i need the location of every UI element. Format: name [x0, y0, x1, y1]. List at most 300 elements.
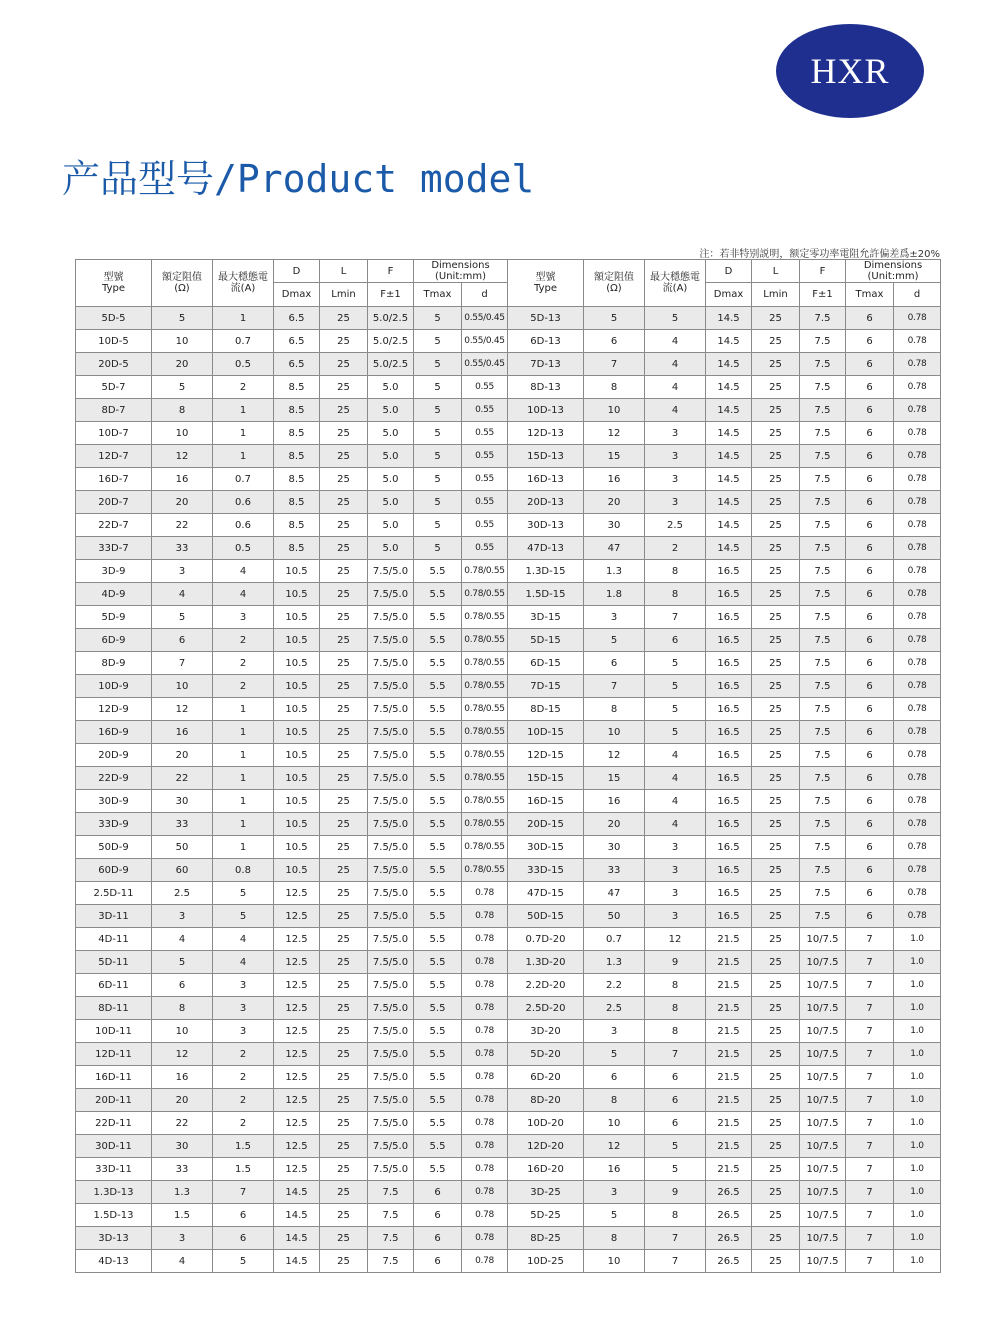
cell-lmin: 25: [320, 905, 368, 928]
cell-d: 1.0: [894, 1089, 941, 1112]
cell-max-current: 12: [645, 928, 706, 951]
cell-lmin: 25: [320, 330, 368, 353]
cell-dmax: 21.5: [706, 951, 752, 974]
cell-type: 33D-7: [76, 537, 152, 560]
cell-resistance: 16: [584, 1158, 645, 1181]
cell-f: 7.5: [800, 606, 846, 629]
cell-lmin: 25: [320, 882, 368, 905]
cell-resistance: 10: [152, 1020, 213, 1043]
cell-tmax: 7: [846, 997, 894, 1020]
cell-tmax: 5.5: [414, 997, 462, 1020]
cell-resistance: 20: [584, 813, 645, 836]
cell-f: 7.5: [800, 445, 846, 468]
cell-d: 0.78: [894, 790, 941, 813]
cell-f: 7.5/5.0: [368, 583, 414, 606]
cell-d: 0.78: [894, 675, 941, 698]
cell-f: 10/7.5: [800, 1066, 846, 1089]
cell-dmax: 16.5: [706, 813, 752, 836]
cell-f: 7.5: [800, 560, 846, 583]
cell-type: 6D-13: [508, 330, 584, 353]
cell-lmin: 25: [752, 744, 800, 767]
cell-f: 5.0: [368, 376, 414, 399]
cell-tmax: 7: [846, 1112, 894, 1135]
cell-dmax: 6.5: [274, 353, 320, 376]
cell-dmax: 12.5: [274, 951, 320, 974]
cell-d: 0.78/0.55: [462, 767, 508, 790]
cell-f: 7.5/5.0: [368, 698, 414, 721]
cell-resistance: 10: [584, 1250, 645, 1273]
cell-max-current: 3: [645, 491, 706, 514]
cell-max-current: 1: [213, 399, 274, 422]
cell-max-current: 3: [645, 836, 706, 859]
cell-type: 10D-5: [76, 330, 152, 353]
cell-d: 0.78: [462, 928, 508, 951]
cell-resistance: 30: [152, 1135, 213, 1158]
cell-f: 7.5: [800, 721, 846, 744]
header-L: L: [320, 260, 368, 283]
cell-tmax: 7: [846, 974, 894, 997]
cell-type: 16D-7: [76, 468, 152, 491]
cell-dmax: 14.5: [706, 422, 752, 445]
cell-dmax: 14.5: [706, 514, 752, 537]
cell-lmin: 25: [752, 1204, 800, 1227]
cell-max-current: 7: [645, 1250, 706, 1273]
cell-resistance: 22: [152, 767, 213, 790]
cell-d: 0.78: [462, 1158, 508, 1181]
cell-tmax: 6: [846, 836, 894, 859]
cell-tmax: 6: [846, 675, 894, 698]
cell-lmin: 25: [320, 468, 368, 491]
cell-type: 30D-9: [76, 790, 152, 813]
cell-dmax: 21.5: [706, 928, 752, 951]
table-row: [76, 1089, 941, 1112]
cell-max-current: 6: [213, 1227, 274, 1250]
cell-f: 7.5/5.0: [368, 1020, 414, 1043]
cell-type: 3D-11: [76, 905, 152, 928]
cell-type: 12D-20: [508, 1135, 584, 1158]
cell-tmax: 5.5: [414, 951, 462, 974]
cell-lmin: 25: [752, 1227, 800, 1250]
cell-d: 1.0: [894, 1112, 941, 1135]
cell-f: 10/7.5: [800, 1112, 846, 1135]
cell-d: 1.0: [894, 951, 941, 974]
cell-f: 5.0: [368, 422, 414, 445]
cell-f: 7.5/5.0: [368, 1158, 414, 1181]
cell-dmax: 10.5: [274, 583, 320, 606]
cell-dmax: 12.5: [274, 1066, 320, 1089]
cell-resistance: 12: [152, 445, 213, 468]
cell-type: 1.3D-13: [76, 1181, 152, 1204]
cell-resistance: 5: [152, 606, 213, 629]
cell-max-current: 6: [645, 1112, 706, 1135]
cell-lmin: 25: [752, 790, 800, 813]
cell-resistance: 22: [152, 514, 213, 537]
cell-resistance: 6: [584, 330, 645, 353]
cell-max-current: 4: [213, 951, 274, 974]
cell-type: 10D-20: [508, 1112, 584, 1135]
cell-tmax: 5.5: [414, 675, 462, 698]
header-resistance: 額定阻值 (Ω): [152, 260, 213, 307]
cell-tmax: 6: [846, 560, 894, 583]
cell-max-current: 0.5: [213, 353, 274, 376]
cell-dmax: 16.5: [706, 905, 752, 928]
cell-resistance: 2.5: [152, 882, 213, 905]
cell-max-current: 7: [645, 1227, 706, 1250]
cell-tmax: 6: [414, 1181, 462, 1204]
table-row: [76, 698, 941, 721]
cell-max-current: 8: [645, 974, 706, 997]
cell-tmax: 6: [846, 652, 894, 675]
cell-type: 20D-9: [76, 744, 152, 767]
cell-f: 7.5: [800, 307, 846, 330]
cell-d: 0.78: [894, 859, 941, 882]
cell-lmin: 25: [320, 491, 368, 514]
cell-dmax: 6.5: [274, 330, 320, 353]
cell-f: 7.5/5.0: [368, 606, 414, 629]
cell-lmin: 25: [752, 583, 800, 606]
cell-d: 0.55: [462, 514, 508, 537]
cell-lmin: 25: [752, 1181, 800, 1204]
cell-resistance: 6: [152, 629, 213, 652]
cell-tmax: 7: [846, 1043, 894, 1066]
cell-resistance: 5: [152, 307, 213, 330]
cell-lmin: 25: [320, 445, 368, 468]
cell-lmin: 25: [320, 422, 368, 445]
cell-d: 0.78: [462, 1020, 508, 1043]
cell-type: 33D-11: [76, 1158, 152, 1181]
cell-max-current: 7: [213, 1181, 274, 1204]
cell-dmax: 26.5: [706, 1227, 752, 1250]
cell-dmax: 14.5: [706, 376, 752, 399]
cell-dmax: 21.5: [706, 1112, 752, 1135]
cell-type: 5D-20: [508, 1043, 584, 1066]
cell-resistance: 10: [584, 399, 645, 422]
cell-resistance: 16: [152, 1066, 213, 1089]
cell-d: 0.78: [894, 882, 941, 905]
cell-tmax: 6: [414, 1204, 462, 1227]
cell-type: 3D-13: [76, 1227, 152, 1250]
cell-lmin: 25: [752, 330, 800, 353]
cell-tmax: 6: [846, 307, 894, 330]
cell-d: 0.78: [894, 767, 941, 790]
cell-f: 10/7.5: [800, 1043, 846, 1066]
cell-lmin: 25: [752, 468, 800, 491]
cell-max-current: 5: [213, 882, 274, 905]
cell-f: 7.5/5.0: [368, 1089, 414, 1112]
cell-dmax: 16.5: [706, 606, 752, 629]
cell-type: 5D-13: [508, 307, 584, 330]
cell-type: 8D-20: [508, 1089, 584, 1112]
cell-dmax: 14.5: [706, 307, 752, 330]
cell-resistance: 33: [584, 859, 645, 882]
cell-lmin: 25: [752, 1135, 800, 1158]
cell-type: 50D-15: [508, 905, 584, 928]
cell-d: 1.0: [894, 1204, 941, 1227]
cell-max-current: 3: [645, 859, 706, 882]
cell-max-current: 2: [213, 629, 274, 652]
table-row: [76, 1043, 941, 1066]
table-row: [76, 1181, 941, 1204]
cell-tmax: 5.5: [414, 767, 462, 790]
cell-tmax: 7: [846, 1089, 894, 1112]
cell-f: 7.5: [800, 744, 846, 767]
cell-resistance: 12: [584, 1135, 645, 1158]
cell-tmax: 5.5: [414, 836, 462, 859]
cell-lmin: 25: [320, 790, 368, 813]
cell-resistance: 5: [152, 951, 213, 974]
cell-resistance: 47: [584, 882, 645, 905]
cell-f: 7.5/5.0: [368, 1066, 414, 1089]
table-row: [76, 560, 941, 583]
cell-tmax: 5.5: [414, 790, 462, 813]
cell-lmin: 25: [320, 928, 368, 951]
header-f1-2: F±1: [800, 283, 846, 307]
cell-f: 7.5/5.0: [368, 560, 414, 583]
cell-resistance: 12: [152, 698, 213, 721]
cell-resistance: 20: [152, 744, 213, 767]
cell-max-current: 0.8: [213, 859, 274, 882]
header-max-current-2: 最大穩態電 流(A): [645, 260, 706, 307]
cell-resistance: 8: [584, 698, 645, 721]
cell-f: 10/7.5: [800, 1158, 846, 1181]
cell-max-current: 4: [213, 583, 274, 606]
cell-type: 47D-15: [508, 882, 584, 905]
cell-lmin: 25: [320, 1158, 368, 1181]
table-row: [76, 514, 941, 537]
cell-resistance: 50: [584, 905, 645, 928]
cell-tmax: 7: [846, 1227, 894, 1250]
cell-d: 0.78: [462, 882, 508, 905]
cell-dmax: 12.5: [274, 928, 320, 951]
cell-dmax: 21.5: [706, 1135, 752, 1158]
cell-max-current: 3: [213, 997, 274, 1020]
cell-max-current: 0.6: [213, 491, 274, 514]
cell-dmax: 21.5: [706, 1043, 752, 1066]
cell-type: 12D-13: [508, 422, 584, 445]
cell-d: 0.55/0.45: [462, 330, 508, 353]
cell-max-current: 7: [645, 1043, 706, 1066]
header-lmin-2: Lmin: [752, 283, 800, 307]
cell-lmin: 25: [752, 721, 800, 744]
cell-type: 16D-11: [76, 1066, 152, 1089]
cell-tmax: 7: [846, 928, 894, 951]
cell-lmin: 25: [752, 1112, 800, 1135]
cell-resistance: 6: [152, 974, 213, 997]
cell-type: 8D-13: [508, 376, 584, 399]
cell-d: 0.78: [894, 744, 941, 767]
cell-tmax: 5: [414, 468, 462, 491]
cell-f: 7.5/5.0: [368, 744, 414, 767]
cell-max-current: 1.5: [213, 1158, 274, 1181]
cell-f: 10/7.5: [800, 1204, 846, 1227]
cell-dmax: 10.5: [274, 859, 320, 882]
header-f1: F±1: [368, 283, 414, 307]
cell-max-current: 5: [213, 905, 274, 928]
cell-lmin: 25: [752, 606, 800, 629]
cell-lmin: 25: [752, 1066, 800, 1089]
header-type: 型號 Type: [76, 260, 152, 307]
cell-resistance: 5: [584, 629, 645, 652]
cell-dmax: 10.5: [274, 675, 320, 698]
cell-max-current: 8: [645, 1020, 706, 1043]
cell-type: 20D-11: [76, 1089, 152, 1112]
cell-lmin: 25: [320, 1227, 368, 1250]
cell-lmin: 25: [752, 1089, 800, 1112]
cell-tmax: 5.5: [414, 744, 462, 767]
cell-f: 7.5: [800, 859, 846, 882]
cell-d: 0.78/0.55: [462, 629, 508, 652]
table-row: [76, 399, 941, 422]
cell-resistance: 33: [152, 1158, 213, 1181]
cell-dmax: 8.5: [274, 514, 320, 537]
cell-max-current: 0.7: [213, 468, 274, 491]
cell-max-current: 0.7: [213, 330, 274, 353]
header-L-2: L: [752, 260, 800, 283]
cell-resistance: 0.7: [584, 928, 645, 951]
cell-resistance: 7: [584, 675, 645, 698]
cell-f: 5.0/2.5: [368, 353, 414, 376]
cell-d: 0.78/0.55: [462, 813, 508, 836]
cell-max-current: 2: [213, 1112, 274, 1135]
cell-dmax: 14.5: [706, 353, 752, 376]
table-row: [76, 813, 941, 836]
cell-tmax: 5: [414, 307, 462, 330]
cell-max-current: 5: [645, 1158, 706, 1181]
cell-tmax: 5.5: [414, 882, 462, 905]
cell-f: 7.5: [800, 376, 846, 399]
cell-dmax: 14.5: [706, 445, 752, 468]
cell-type: 5D-7: [76, 376, 152, 399]
cell-max-current: 8: [645, 560, 706, 583]
cell-d: 0.78/0.55: [462, 698, 508, 721]
cell-type: 6D-9: [76, 629, 152, 652]
cell-tmax: 6: [414, 1227, 462, 1250]
table-row: [76, 1066, 941, 1089]
cell-d: 0.78: [462, 997, 508, 1020]
cell-tmax: 6: [846, 537, 894, 560]
cell-resistance: 2.5: [584, 997, 645, 1020]
cell-f: 7.5/5.0: [368, 928, 414, 951]
cell-tmax: 6: [846, 629, 894, 652]
cell-dmax: 14.5: [706, 537, 752, 560]
cell-f: 7.5: [800, 813, 846, 836]
cell-d: 0.78: [462, 951, 508, 974]
cell-d: 0.78: [462, 974, 508, 997]
cell-dmax: 12.5: [274, 1089, 320, 1112]
cell-max-current: 1: [213, 836, 274, 859]
table-row: [76, 836, 941, 859]
cell-f: 7.5: [800, 790, 846, 813]
cell-resistance: 7: [584, 353, 645, 376]
cell-type: 60D-9: [76, 859, 152, 882]
cell-type: 7D-15: [508, 675, 584, 698]
cell-max-current: 6: [645, 1066, 706, 1089]
cell-dmax: 10.5: [274, 560, 320, 583]
cell-f: 5.0: [368, 514, 414, 537]
cell-resistance: 22: [152, 1112, 213, 1135]
cell-tmax: 5: [414, 353, 462, 376]
cell-tmax: 6: [846, 813, 894, 836]
cell-f: 7.5: [800, 537, 846, 560]
table-row: [76, 1158, 941, 1181]
cell-max-current: 8: [645, 583, 706, 606]
cell-d: 0.78/0.55: [462, 836, 508, 859]
cell-type: 16D-13: [508, 468, 584, 491]
cell-tmax: 5.5: [414, 1043, 462, 1066]
cell-dmax: 16.5: [706, 675, 752, 698]
cell-d: 1.0: [894, 1020, 941, 1043]
cell-f: 5.0: [368, 445, 414, 468]
cell-lmin: 25: [752, 675, 800, 698]
cell-d: 0.78: [894, 422, 941, 445]
cell-d: 0.78/0.55: [462, 560, 508, 583]
cell-resistance: 10: [152, 330, 213, 353]
cell-f: 7.5: [800, 468, 846, 491]
cell-lmin: 25: [320, 537, 368, 560]
cell-type: 5D-9: [76, 606, 152, 629]
cell-resistance: 4: [152, 1250, 213, 1273]
cell-f: 7.5: [800, 629, 846, 652]
table-row: [76, 468, 941, 491]
cell-max-current: 4: [213, 928, 274, 951]
cell-d: 0.78: [894, 537, 941, 560]
cell-lmin: 25: [320, 560, 368, 583]
brand-logo: [776, 24, 924, 118]
cell-f: 7.5: [800, 583, 846, 606]
cell-f: 7.5: [800, 353, 846, 376]
cell-type: 33D-15: [508, 859, 584, 882]
cell-max-current: 3: [213, 606, 274, 629]
cell-f: 7.5/5.0: [368, 997, 414, 1020]
cell-d: 0.78/0.55: [462, 606, 508, 629]
cell-type: 1.3D-20: [508, 951, 584, 974]
cell-lmin: 25: [752, 445, 800, 468]
cell-type: 8D-11: [76, 997, 152, 1020]
cell-type: 33D-9: [76, 813, 152, 836]
cell-type: 16D-9: [76, 721, 152, 744]
cell-tmax: 5: [414, 399, 462, 422]
cell-dmax: 16.5: [706, 583, 752, 606]
cell-dmax: 14.5: [274, 1227, 320, 1250]
cell-resistance: 16: [152, 468, 213, 491]
cell-resistance: 10: [584, 1112, 645, 1135]
cell-max-current: 2: [213, 675, 274, 698]
cell-f: 7.5/5.0: [368, 813, 414, 836]
cell-resistance: 33: [152, 813, 213, 836]
cell-dmax: 26.5: [706, 1250, 752, 1273]
cell-f: 10/7.5: [800, 1089, 846, 1112]
cell-lmin: 25: [752, 859, 800, 882]
cell-dmax: 16.5: [706, 721, 752, 744]
cell-f: 7.5: [800, 652, 846, 675]
cell-d: 0.78: [894, 330, 941, 353]
cell-type: 0.7D-20: [508, 928, 584, 951]
cell-resistance: 20: [152, 1089, 213, 1112]
cell-max-current: 3: [645, 905, 706, 928]
cell-lmin: 25: [320, 721, 368, 744]
cell-d: 0.78/0.55: [462, 744, 508, 767]
cell-max-current: 4: [645, 330, 706, 353]
cell-lmin: 25: [320, 1020, 368, 1043]
cell-f: 7.5/5.0: [368, 767, 414, 790]
cell-tmax: 5.5: [414, 1135, 462, 1158]
cell-resistance: 10: [152, 422, 213, 445]
cell-dmax: 21.5: [706, 1020, 752, 1043]
cell-lmin: 25: [752, 882, 800, 905]
table-row: [76, 422, 941, 445]
cell-tmax: 6: [846, 422, 894, 445]
cell-f: 7.5/5.0: [368, 790, 414, 813]
